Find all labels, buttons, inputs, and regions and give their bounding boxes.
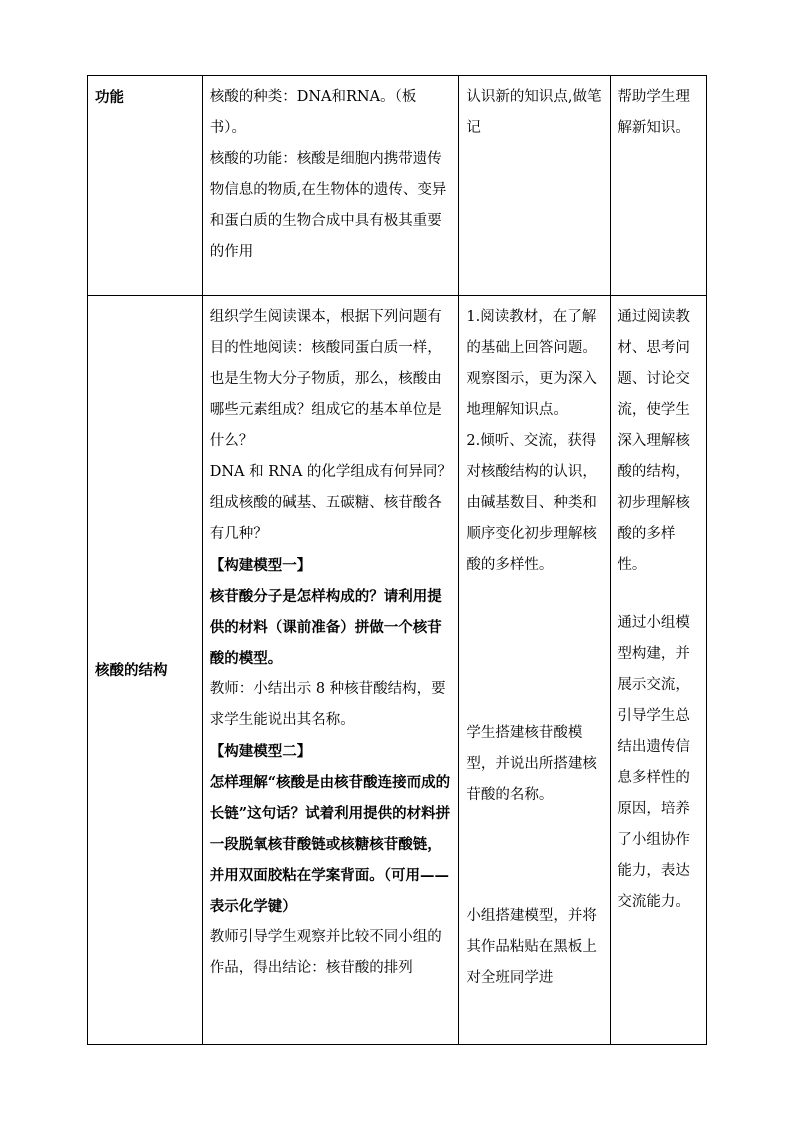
spacer (466, 628, 604, 718)
teacher-activity-cell (202, 296, 459, 1045)
row-title-structure: 核酸的结构 (88, 296, 203, 1045)
reading-guide-text: 组织学生阅读课本，根据下列问题有目的性地阅读：核酸同蛋白质一样，也是生物大分子物质，那么，核酸由哪些元素组成？组成它的基本单位是什么？ (209, 309, 442, 449)
design-intent-model-text: 通过小组模型构建，并展示交流，引导学生总结出遗传信息多样性的原因，培养了小组协作能力，表达交流能力。 (617, 615, 690, 910)
lesson-plan-table (87, 75, 707, 1045)
model-one-task-text: 核苷酸分子是怎样构成的？请利用提供的材料（课前准备）拼做一个核苷酸的模型。 (209, 588, 442, 667)
table-row-structure (88, 296, 707, 1045)
design-intent-text: 帮助学生理解新知识。 (617, 89, 690, 136)
model-two-heading: 【构建模型二】 (209, 743, 312, 760)
student-discussion-text: 2.倾听、交流，获得对核酸结构的认识，由碱基数目、种类和顺序变化初步理解核酸的多样性。 (466, 433, 597, 573)
question-bases-text: 组成核酸的碱基、五碳糖、核苷酸各有几种？ (209, 495, 442, 542)
teacher-summary-text: 教师：小结出示 8 种核苷酸结构，要求学生能说出其名称。 (209, 681, 446, 728)
design-intent-cell (611, 296, 707, 1045)
nucleic-acid-types-text: 核酸的种类：DNA和RNA。（板书）。 (209, 89, 417, 136)
student-activity-text: 认识新的知识点,做笔记 (466, 89, 602, 136)
model-two-task-text: 怎样理解“核酸是由核苷酸连接而成的长链”这句话？试着利用提供的材料拼一段脱氧核苷酸链或核糖核苷酸链，并用双面胶粘在学案背面。（可用——表示化学键） (209, 774, 451, 915)
design-intent-cell (611, 76, 707, 296)
row-title-function: 功能 (88, 76, 203, 296)
question-dna-rna-text: DNA 和 RNA 的化学组成有何异同？ (209, 464, 452, 480)
group-build-model-text: 小组搭建模型，并将其作品粘贴在黑板上对全班同学进 (466, 908, 597, 986)
model-one-heading: 【构建模型一】 (209, 557, 312, 574)
student-activity-cell (459, 76, 611, 296)
student-reading-text: 1.阅读教材，在了解的基础上回答问题。观察图示，更为深入地理解知识点。 (466, 309, 597, 418)
design-intent-reading-text: 通过阅读教材、思考问题、讨论交流，使学生深入理解核酸的结构，初步理解核酸的多样性。 (617, 309, 690, 573)
table-row-function (88, 76, 707, 296)
spacer (466, 581, 604, 628)
teacher-guide-text: 教师引导学生观察并比较不同小组的作品，得出结论：核苷酸的排列 (209, 929, 442, 976)
nucleic-acid-function-text: 核酸的功能：核酸是细胞内携带遗传物信息的物质,在生物体的遗传、变异和蛋白质的生物合成中具有极其重要的作用 (209, 151, 447, 260)
student-build-model-text: 学生搭建核苷酸模型，并说出所搭建核苷酸的名称。 (466, 725, 597, 803)
teacher-activity-cell (202, 76, 459, 296)
spacer (466, 811, 604, 901)
student-activity-cell (459, 296, 611, 1045)
spacer (617, 581, 704, 608)
